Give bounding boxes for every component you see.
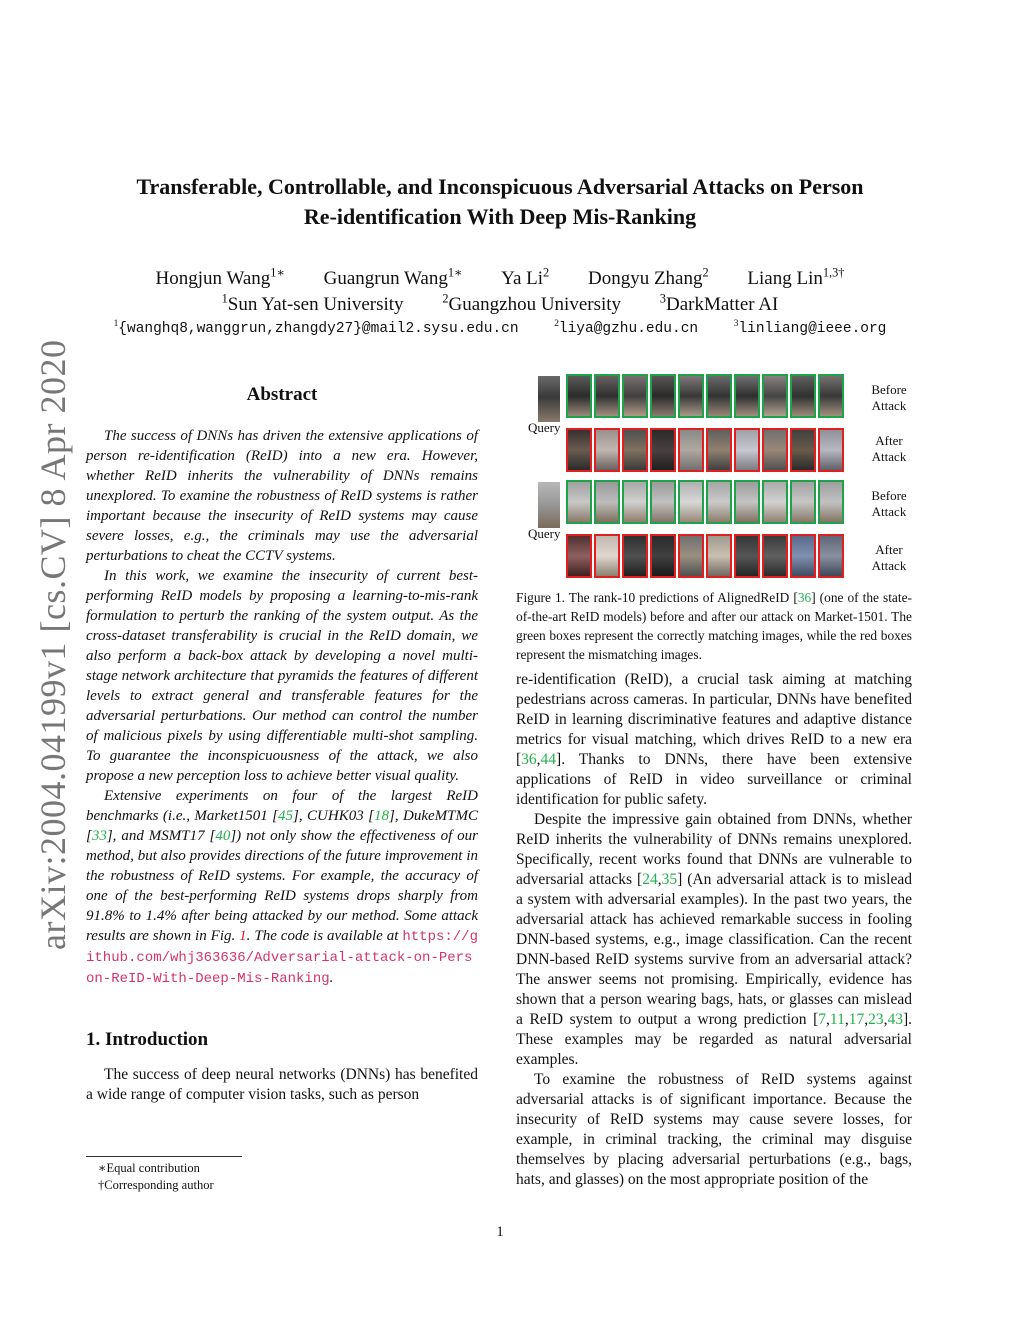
author: Hongjun Wang$^{1∗}$	[155, 265, 285, 289]
mismatch-image	[762, 428, 788, 472]
match-image	[706, 480, 732, 524]
mismatch-image	[706, 534, 732, 578]
ranking-row-after-attack	[566, 428, 866, 476]
mismatch-image	[678, 428, 704, 472]
citation-link[interactable]: 35	[661, 871, 678, 888]
affiliation: $^2$Guangzhou University	[442, 291, 622, 315]
row-label-before-attack: Before Attack	[871, 382, 907, 413]
author-list	[80, 265, 920, 290]
match-image	[622, 480, 648, 524]
body-paragraph: To examine the robustness of ReID systems against adversarial attacks is of significant importance. Because the insecurity of ReID systems may cause severe losses, for example, in criminal tracking, the criminal may disguise themselves by placing adversarial perturbations (e.g., bags, hats, and glasses) on the most appropriate position of the	[516, 1071, 912, 1188]
footnote-corresponding-author: †Corresponding author	[98, 1178, 214, 1192]
abstract-paragraph: In this work, we examine the insecurity of current best-performing ReID models by proposing a learning-to-mis-rank formulation to perturb the ranking of the system output. As the cross-dataset transferability is crucial in the ReID domain, we also perform a back-box attack by developing a novel multi-stage network architecture that pyramids the features of different levels to extract general and transferable features for the adversarial perturbations. Our method can control the number of malicious pixels by using differentiable multi-shot sampling. To guarantee the inconspicuousness of the attack, we also propose a new perception loss to achieve better visual quality.	[86, 568, 478, 784]
mismatch-image	[566, 534, 592, 578]
citation-link[interactable]: 44	[540, 751, 557, 768]
author: Liang Lin$^{1,3\dagger}$	[747, 265, 845, 289]
query-image	[538, 482, 560, 528]
mismatch-image	[734, 534, 760, 578]
mismatch-image	[650, 428, 676, 472]
row-label-after-attack: After Attack	[871, 433, 907, 464]
abstract-paragraph: The success of DNNs has driven the extensive applications of person re-identification (ReID) into a new era. However, whether ReID inherits the vulnerability of DNNs remains unexplored. To examine the robustness of ReID systems is rather important because the insecurity of ReID systems may cause severe losses, e.g., the criminals may use the adversarial perturbations to cheat the CCTV systems.	[86, 428, 478, 564]
citation-link[interactable]: 36	[797, 590, 812, 605]
figure-link[interactable]: 1	[239, 928, 247, 944]
page-number: 1	[496, 1224, 504, 1240]
mismatch-image	[790, 428, 816, 472]
match-image	[678, 374, 704, 418]
match-image	[790, 374, 816, 418]
footnote-equal-contribution: ∗Equal contribution	[98, 1161, 200, 1175]
ranking-row-after-attack	[566, 534, 866, 582]
mismatch-image	[594, 534, 620, 578]
citation-link[interactable]: 17	[848, 1011, 865, 1028]
figure-1-caption: Figure 1. The rank-10 predictions of AlignedReID [36] (one of the state-of-the-art ReID models) before and after our attack on Market-1501. The green boxes represent the correctly matching images, while the red boxes represent the mismatching images.	[516, 590, 912, 662]
paper-title	[90, 172, 910, 232]
citation-link[interactable]: 45	[278, 808, 294, 824]
left-column	[86, 384, 478, 1105]
match-image	[762, 374, 788, 418]
query-image	[538, 376, 560, 422]
citation-link[interactable]: 7	[818, 1011, 827, 1028]
citation-link[interactable]: 23	[868, 1011, 884, 1028]
title-line-1: Transferable, Controllable, and Inconspicuous Adversarial Attacks on Person	[136, 174, 864, 199]
citation-link[interactable]: 40	[215, 828, 231, 844]
mismatch-image	[790, 534, 816, 578]
body-paragraph: Despite the impressive gain obtained from DNNs, whether ReID inherits the vulnerability of DNNs remains unexplored. Specifically, recent works found that DNNs are vulnerable to adversarial attacks [24,35] (An adversarial attack is to mislead a system with adversarial examples). In the past two years, the adversarial attack has achieved remarkable success in fooling DNN-based systems, e.g., image classification. Can the recent DNN-based ReID systems survive from an adversarial attack? The answer seems not promising. Empirically, evidence has shown that a person wearing bags, hats, or glasses can mislead a ReID system to output a wrong prediction [7,11,17,23,43]. These examples may be regarded as natural adversarial examples.	[516, 811, 912, 1068]
mismatch-image	[566, 428, 592, 472]
affiliation: $^3$DarkMatter AI	[659, 291, 779, 315]
row-label-before-attack: Before Attack	[871, 488, 907, 519]
citation-link[interactable]: 11	[829, 1011, 845, 1028]
author: Dongyu Zhang$^2$	[587, 265, 709, 289]
mismatch-image	[678, 534, 704, 578]
arxiv-stamp: arXiv:2004.04199v1 [cs.CV] 8 Apr 2020	[33, 339, 73, 950]
author: Guangrun Wang$^{1∗}$	[323, 265, 463, 289]
footnotes	[98, 1160, 214, 1194]
mismatch-image	[650, 534, 676, 578]
abstract-paragraph: Extensive experiments on four of the largest ReID benchmarks (i.e., Market1501 [45], CUHK03 [18], DukeMTMC [33], and MSMT17 [40]) not only show the effectiveness of our method, but also provides directions of the future improvement in the robustness of ReID systems. For example, the accuracy of one of the best-performing ReID systems drops sharply from 91.8% to 1.4% after being attacked by our method. Some attack results are shown in Fig. 1. The code is available at https://github.com/whj363636/Adversarial-attack-on-Person-ReID-With-Deep-Mis-Ranking.	[86, 788, 478, 987]
abstract-heading: Abstract	[246, 384, 318, 405]
body-paragraph: re-identification (ReID), a crucial task aiming at matching pedestrians across cameras. In particular, DNNs have benefited ReID in learning discriminative features and adaptive distance metrics for visual matching, which drives ReID to a new era [36,44]. Thanks to DNNs, there have been extensive applications of ReID in video surveillance or criminal identification for public safety.	[516, 671, 912, 808]
mismatch-image	[818, 428, 844, 472]
mismatch-image	[734, 428, 760, 472]
match-image	[734, 374, 760, 418]
ranking-row-before-attack	[566, 374, 866, 422]
mismatch-image	[762, 534, 788, 578]
mismatch-image	[706, 428, 732, 472]
row-label-after-attack: After Attack	[871, 542, 907, 573]
citation-link[interactable]: 24	[642, 871, 658, 888]
match-image	[594, 374, 620, 418]
email-list	[70, 320, 930, 337]
mismatch-image	[818, 534, 844, 578]
affiliation: $^1$Sun Yat-sen University	[221, 291, 404, 315]
match-image	[622, 374, 648, 418]
title-line-2: Re-identification With Deep Mis-Ranking	[303, 204, 697, 229]
match-image	[594, 480, 620, 524]
match-image	[734, 480, 760, 524]
mismatch-image	[594, 428, 620, 472]
email: $^2$liya@gzhu.edu.cn	[554, 319, 699, 337]
query-label: Query	[528, 420, 561, 435]
mismatch-image	[622, 534, 648, 578]
citation-link[interactable]: 33	[91, 828, 107, 844]
match-image	[566, 480, 592, 524]
figure-1	[516, 370, 916, 580]
email: $^1${wanghq8,wanggrun,zhangdy27}@mail2.sysu.edu.cn	[113, 319, 519, 337]
citation-link[interactable]: 18	[373, 808, 389, 824]
match-image	[678, 480, 704, 524]
code-url-link[interactable]: https://github.com/whj363636/Adversarial-attack-on-Person-ReID-With-Deep-Mis-Ranking	[86, 929, 478, 987]
match-image	[818, 374, 844, 418]
footnote-divider	[86, 1156, 242, 1157]
affiliation-list	[80, 291, 920, 316]
match-image	[790, 480, 816, 524]
citation-link[interactable]: 43	[887, 1011, 903, 1028]
citation-link[interactable]: 36	[521, 751, 537, 768]
query-label: Query	[528, 526, 561, 541]
match-image	[818, 480, 844, 524]
right-column	[516, 670, 912, 1190]
ranking-row-before-attack	[566, 480, 866, 528]
match-image	[650, 374, 676, 418]
author: Ya Li$^2$	[501, 265, 550, 289]
match-image	[566, 374, 592, 418]
section-heading-introduction: 1. Introduction	[86, 1029, 209, 1050]
email: $^3$linliang@ieee.org	[733, 319, 887, 337]
match-image	[706, 374, 732, 418]
match-image	[650, 480, 676, 524]
match-image	[762, 480, 788, 524]
mismatch-image	[622, 428, 648, 472]
intro-paragraph: The success of deep neural networks (DNNs) has benefited a wide range of computer vision tasks, such as person	[86, 1066, 478, 1103]
